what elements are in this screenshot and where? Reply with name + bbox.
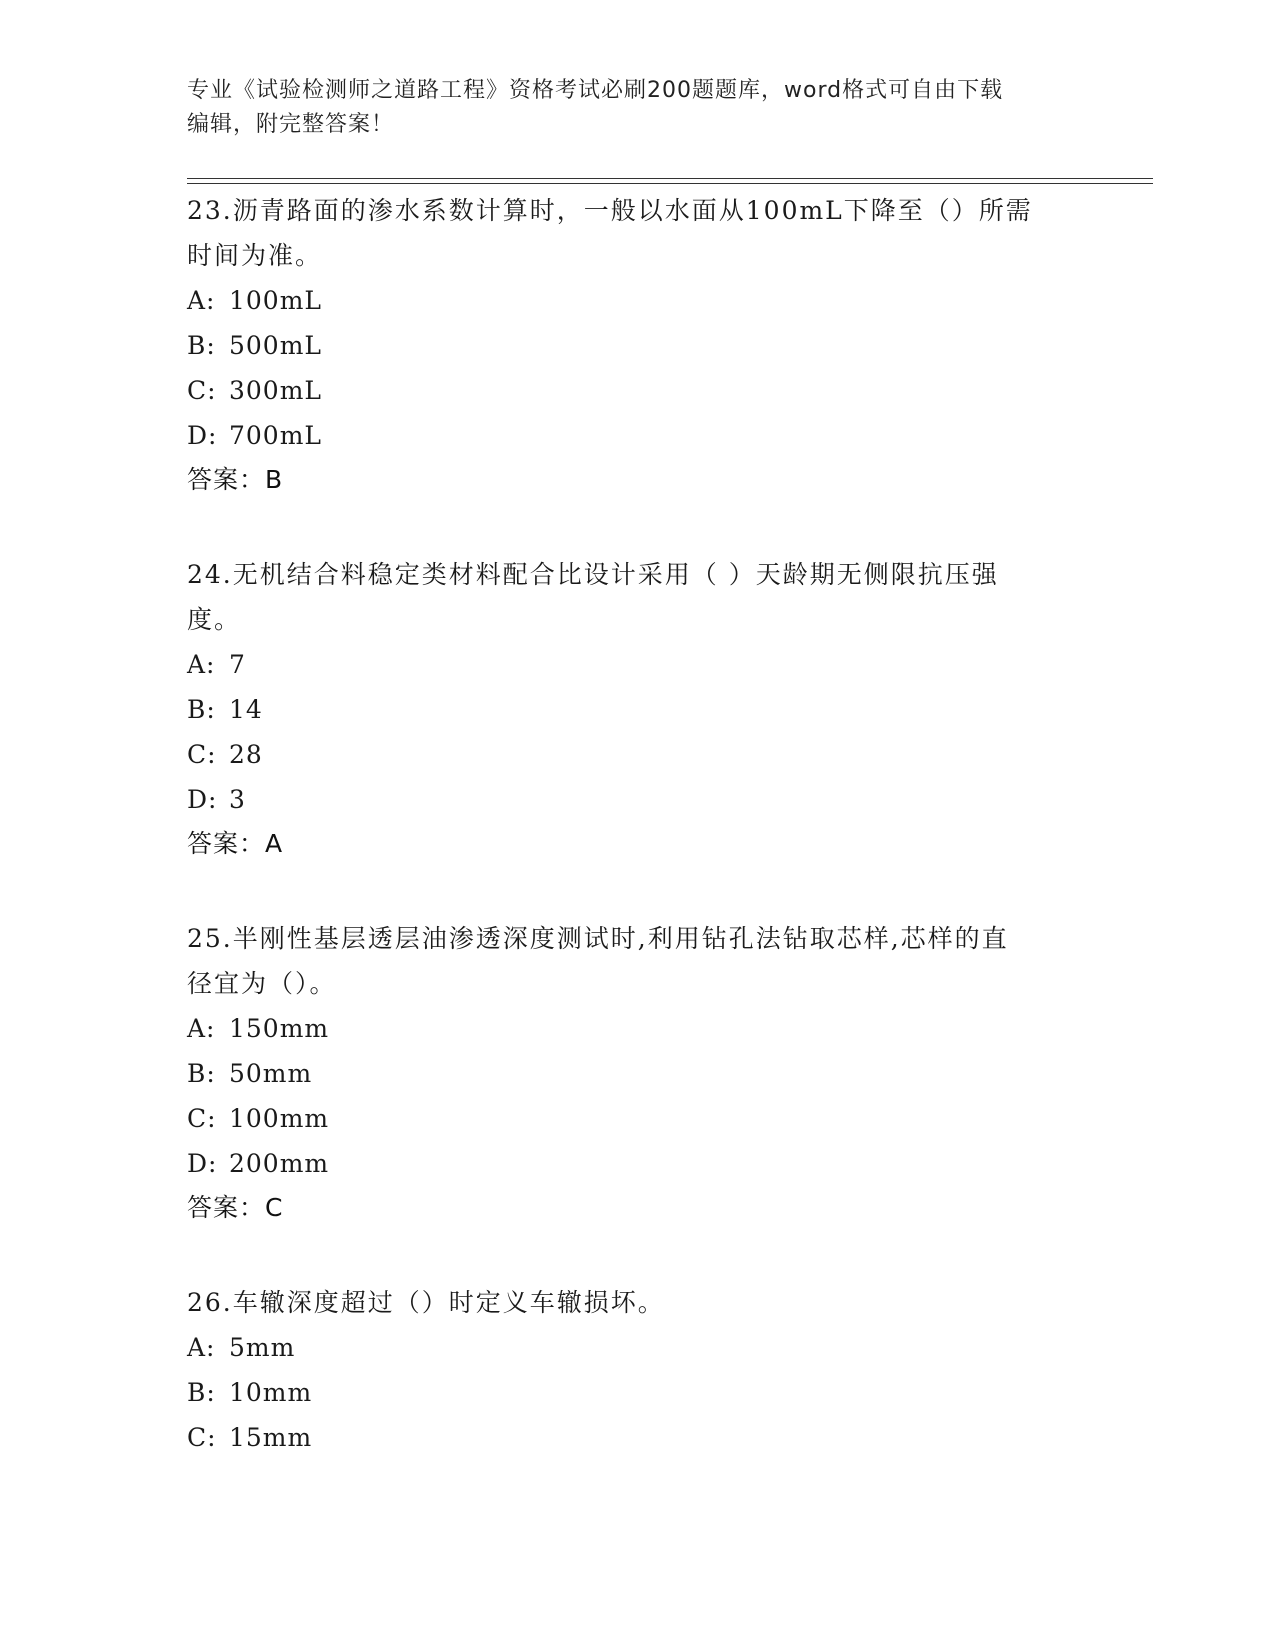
option-letter: A: bbox=[187, 1014, 216, 1043]
question-25 bbox=[187, 916, 1087, 1230]
header-divider-top bbox=[187, 178, 1153, 179]
option-c bbox=[187, 1096, 1087, 1141]
option-a bbox=[187, 1325, 1087, 1370]
question-stem-line-2: 时间为准。 bbox=[187, 241, 323, 270]
question-stem-line-1: 25.半刚性基层透层油渗透深度测试时,利用钻孔法钻取芯样,芯样的直 bbox=[187, 924, 1009, 953]
option-text: 100mL bbox=[229, 286, 323, 315]
option-d bbox=[187, 413, 1087, 458]
answer-label: 答案：A bbox=[187, 829, 284, 858]
option-text: 50mm bbox=[229, 1059, 313, 1088]
option-b bbox=[187, 323, 1087, 368]
option-letter: B: bbox=[187, 331, 216, 360]
option-letter: D: bbox=[187, 1149, 218, 1178]
option-text: 5mm bbox=[229, 1333, 296, 1362]
option-c bbox=[187, 1415, 1087, 1460]
option-c bbox=[187, 732, 1087, 777]
question-stem-line-2: 度。 bbox=[187, 605, 242, 634]
document-header bbox=[187, 74, 1087, 142]
option-text: 15mm bbox=[229, 1423, 313, 1452]
option-text: 700mL bbox=[229, 421, 323, 450]
answer-label: 答案：B bbox=[187, 465, 284, 494]
option-d bbox=[187, 1141, 1087, 1186]
question-stem-line-1: 23.沥青路面的渗水系数计算时，一般以水面从100mL下降至（）所需 bbox=[187, 196, 1033, 225]
option-letter: C: bbox=[187, 740, 217, 769]
header-line-2: 编辑，附完整答案！ bbox=[187, 112, 395, 137]
question-24 bbox=[187, 552, 1087, 866]
option-text: 300mL bbox=[229, 376, 323, 405]
question-stem-line-1: 24.无机结合料稳定类材料配合比设计采用（ ）天龄期无侧限抗压强 bbox=[187, 560, 999, 589]
option-text: 100mm bbox=[229, 1104, 330, 1133]
option-c bbox=[187, 368, 1087, 413]
option-a bbox=[187, 642, 1087, 687]
option-text: 150mm bbox=[229, 1014, 330, 1043]
option-letter: C: bbox=[187, 376, 217, 405]
option-text: 7 bbox=[229, 650, 246, 679]
option-text: 3 bbox=[229, 785, 246, 814]
option-a bbox=[187, 1006, 1087, 1051]
header-divider-bottom bbox=[187, 183, 1153, 184]
option-letter: B: bbox=[187, 695, 216, 724]
option-a bbox=[187, 278, 1087, 323]
option-letter: B: bbox=[187, 1378, 216, 1407]
option-letter: A: bbox=[187, 650, 216, 679]
question-stem-line-2: 径宜为（）。 bbox=[187, 969, 337, 998]
answer-label: 答案：C bbox=[187, 1193, 284, 1222]
option-text: 10mm bbox=[229, 1378, 313, 1407]
option-b bbox=[187, 1051, 1087, 1096]
option-text: 200mm bbox=[229, 1149, 330, 1178]
option-text: 28 bbox=[229, 740, 263, 769]
option-letter: D: bbox=[187, 421, 218, 450]
option-letter: C: bbox=[187, 1104, 217, 1133]
option-d bbox=[187, 777, 1087, 822]
option-b bbox=[187, 687, 1087, 732]
question-23 bbox=[187, 188, 1087, 502]
option-letter: A: bbox=[187, 1333, 216, 1362]
question-stem-line-1: 26.车辙深度超过（）时定义车辙损坏。 bbox=[187, 1288, 665, 1317]
option-letter: B: bbox=[187, 1059, 216, 1088]
header-line-1: 专业《试验检测师之道路工程》资格考试必刷200题题库，word格式可自由下载 bbox=[187, 78, 1004, 103]
option-letter: D: bbox=[187, 785, 218, 814]
option-letter: A: bbox=[187, 286, 216, 315]
option-text: 14 bbox=[229, 695, 263, 724]
option-text: 500mL bbox=[229, 331, 323, 360]
option-letter: C: bbox=[187, 1423, 217, 1452]
option-b bbox=[187, 1370, 1087, 1415]
question-26 bbox=[187, 1280, 1087, 1460]
